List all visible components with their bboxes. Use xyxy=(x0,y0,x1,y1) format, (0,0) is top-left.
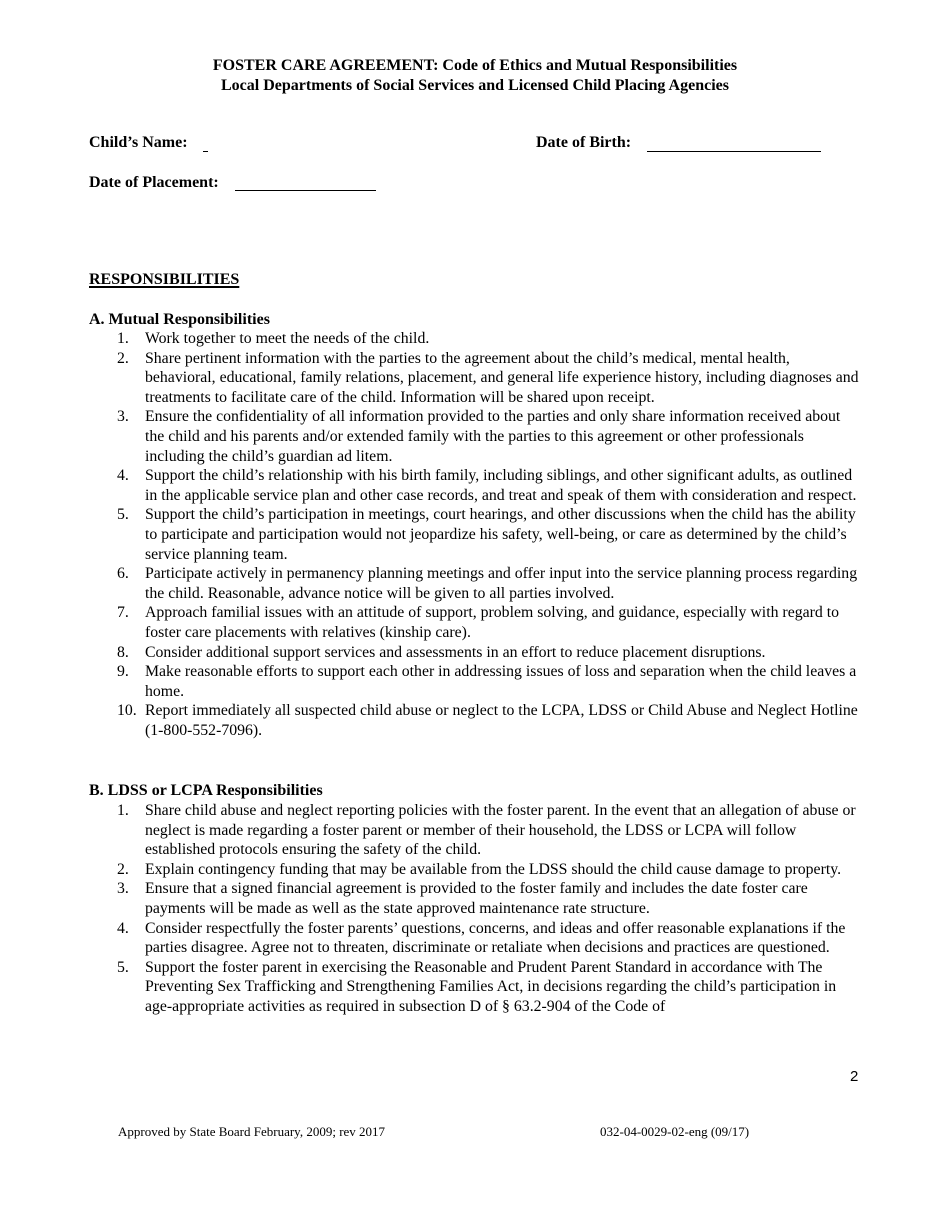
list-item-number: 1. xyxy=(117,330,129,347)
list-item xyxy=(89,879,859,918)
list-item-text: Share child abuse and neglect reporting policies with the foster parent. In the event that an allegation of abuse or neglect is made regarding a foster parent or member of their household, the LDSS or LCPA will follow established protocols ensuring the safety of the child. xyxy=(145,802,856,859)
list-item-number: 5. xyxy=(117,958,129,976)
list-item xyxy=(89,407,859,466)
page-number: 2 xyxy=(850,1068,859,1085)
responsibilities-heading: RESPONSIBILITIES xyxy=(89,271,240,288)
list-item-number: 1. xyxy=(117,802,129,819)
list-item-text: Work together to meet the needs of the child. xyxy=(145,330,430,347)
date-of-placement-label: Date of Placement: xyxy=(89,174,219,191)
child-name-field[interactable] xyxy=(203,151,208,152)
date-of-birth-label: Date of Birth: xyxy=(536,134,632,151)
list-item xyxy=(89,662,859,701)
list-item-number: 7. xyxy=(117,604,129,622)
list-item-text: Consider respectfully the foster parents’ questions, concerns, and ideas and offer reasonable explanations if the parties disagree. Agree not to threaten, discriminate or retaliate when decisions and practices are questioned. xyxy=(145,919,846,957)
list-item-text: Approach familial issues with an attitude of support, problem solving, and guidance, especially with regard to foster care placements with relatives (kinship care). xyxy=(145,604,840,641)
list-item xyxy=(89,860,859,880)
list-item-number: 6. xyxy=(117,565,129,583)
list-item-text: Share pertinent information with the parties to the agreement about the child’s medical, mental health, behavioral, educational, family relations, placement, and general life experience history, including diagnoses and treatments to facilitate care of the child. Information will be shared upon receipt. xyxy=(145,349,859,406)
list-item-number: 10. xyxy=(117,702,137,720)
list-item xyxy=(89,603,859,642)
list-item-number: 3. xyxy=(117,408,129,426)
list-item-text: Participate actively in permanency planning meetings and offer input into the service planning process regarding the child. Reasonable, advance notice will be given to all parties involved. xyxy=(145,565,858,602)
document-title: FOSTER CARE AGREEMENT: Code of Ethics and Mutual Responsibilities xyxy=(212,57,738,74)
list-item xyxy=(89,643,859,663)
date-of-placement-field[interactable] xyxy=(235,190,376,191)
footer-approval: Approved by State Board February, 2009; rev 2017 xyxy=(118,1124,386,1139)
list-item-number: 8. xyxy=(117,643,129,661)
section-a-heading: A. Mutual Responsibilities xyxy=(89,311,270,328)
list-item-text: Ensure that a signed financial agreement is provided to the foster family and includes the date foster care payments will be made as well as the state approved maintenance rate structure. xyxy=(145,880,808,917)
list-item-text: Support the child’s participation in meetings, court hearings, and other discussions when the child has the ability to participate and participation would not jeopardize his safety, well-being, or care as determined by the child’s service planning team. xyxy=(145,506,856,563)
section-b-list xyxy=(89,801,859,1017)
list-item xyxy=(89,919,859,958)
list-item-text: Report immediately all suspected child abuse or neglect to the LCPA, LDSS or Child Abuse and Neglect Hotline (1-800-552-7096). xyxy=(145,702,858,739)
document-subtitle: Local Departments of Social Services and Licensed Child Placing Agencies xyxy=(221,77,729,94)
list-item xyxy=(89,505,859,564)
list-item xyxy=(89,801,859,860)
list-item xyxy=(89,466,859,505)
list-item xyxy=(89,701,859,740)
child-name-label: Child’s Name: xyxy=(89,134,188,151)
list-item-number: 9. xyxy=(117,663,129,681)
list-item-text: Support the foster parent in exercising the Reasonable and Prudent Parent Standard in accordance with The Preventing Sex Trafficking and Strengthening Families Act, in decisions regarding the child’s participation in age-appropriate activities as required in subsection D of § 63.2-904 of the Code of xyxy=(145,958,837,1015)
list-item-text: Ensure the confidentiality of all information provided to the parties and only share information received about the child and his parents and/or extended family with the parties to this agreement or other professionals including the child’s guardian ad litem. xyxy=(145,408,841,465)
section-a-list xyxy=(89,329,859,740)
list-item-text: Consider additional support services and assessments in an effort to reduce placement disruptions. xyxy=(145,643,766,661)
list-item-number: 4. xyxy=(117,919,129,937)
list-item-number: 2. xyxy=(117,349,129,367)
section-b-heading: B. LDSS or LCPA Responsibilities xyxy=(89,782,323,799)
list-item-number: 5. xyxy=(117,506,129,524)
list-item-number: 2. xyxy=(117,860,129,878)
date-of-birth-field[interactable] xyxy=(647,151,821,152)
list-item xyxy=(89,349,859,408)
list-item-text: Support the child’s relationship with his birth family, including siblings, and other significant adults, as outlined in the applicable service plan and other case records, and treat and speak of them with consideration and respect. xyxy=(145,467,857,504)
list-item xyxy=(89,958,859,1017)
list-item-number: 4. xyxy=(117,467,129,485)
list-item xyxy=(89,564,859,603)
list-item xyxy=(89,329,859,349)
list-item-number: 3. xyxy=(117,880,129,898)
list-item-text: Make reasonable efforts to support each other in addressing issues of loss and separation when the child leaves a home. xyxy=(145,663,857,700)
footer-form-number: 032-04-0029-02-eng (09/17) xyxy=(600,1124,750,1139)
list-item-text: Explain contingency funding that may be available from the LDSS should the child cause damage to property. xyxy=(145,860,842,878)
